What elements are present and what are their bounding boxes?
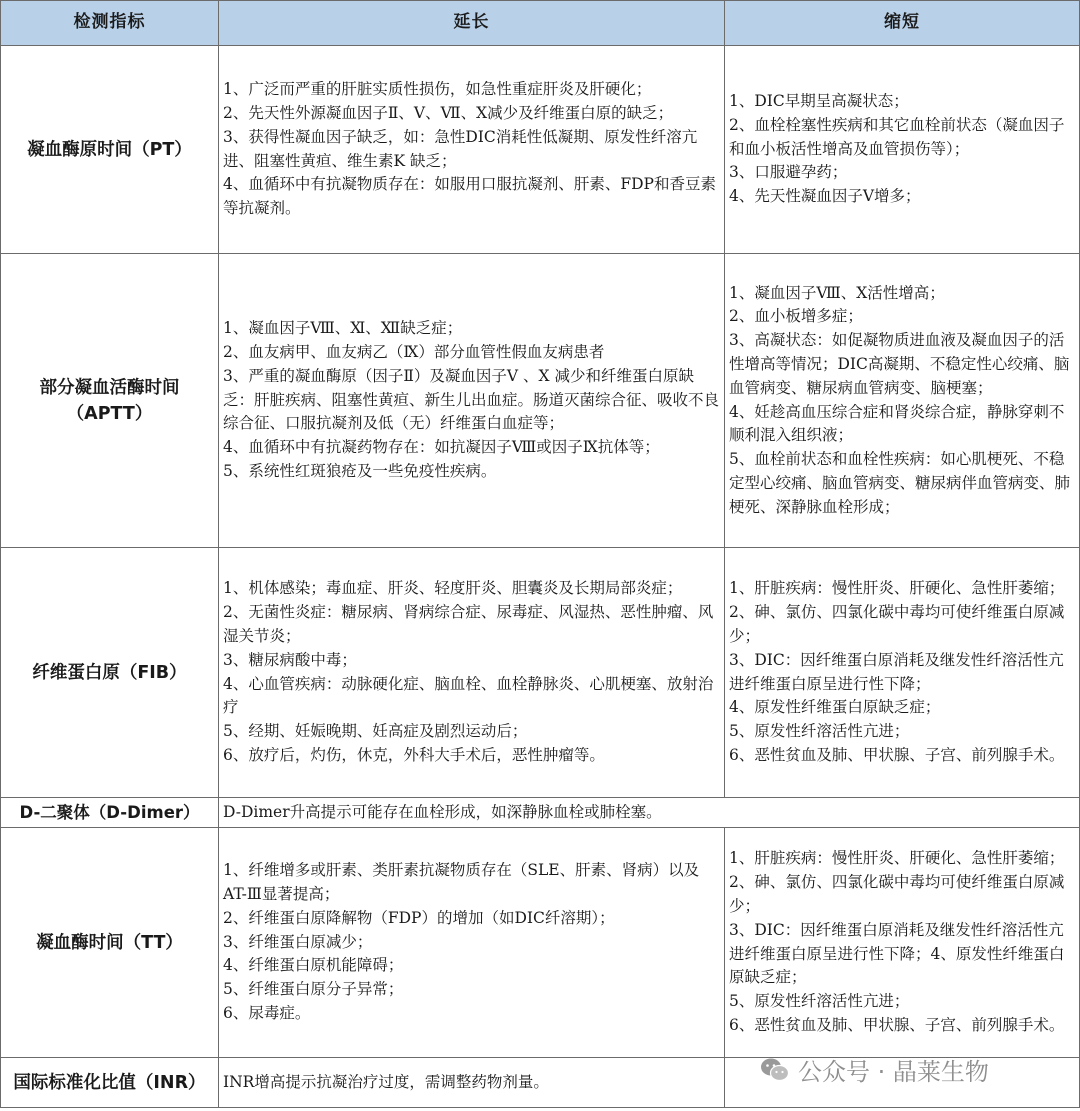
- list-item: 4、血循环中有抗凝药物存在：如抗凝因子Ⅷ或因子Ⅸ抗体等；: [223, 438, 660, 457]
- list-item: 6、放疗后，灼伤，休克，外科大手术后，恶性肿瘤等。: [223, 745, 605, 764]
- list-item: 5、纤维蛋白原分子异常；: [223, 980, 404, 999]
- list-item: 4、血循环中有抗凝物质存在：如服用口服抗凝剂、肝素、FDP和香豆素等抗凝剂。: [223, 175, 716, 218]
- list-item: 2、砷、氯仿、四氯化碳中毒均可使纤维蛋白原减少；: [729, 873, 1065, 915]
- list-item: 1、肝脏疾病：慢性肝炎、肝硬化、急性肝萎缩；: [729, 849, 1065, 868]
- table-row: [1, 828, 1080, 1058]
- list-item: 2、血友病甲、血友病乙（Ⅸ）部分血管性假血友病患者: [223, 343, 605, 361]
- list-item: 3、口服避孕药；: [729, 163, 848, 182]
- list-item: 2、纤维蛋白原降解物（FDP）的增加（如DIC纤溶期）；: [223, 908, 615, 927]
- list-item: 3、高凝状态：如促凝物质进血液及凝血因子的活性增高等情况；DIC高凝期、不稳定性心绞痛、脑血管病变、糖尿病血管病变、脑梗塞；: [729, 331, 1070, 397]
- list-item: 1、凝血因子Ⅷ、Ⅺ、Ⅻ缺乏症；: [223, 319, 463, 338]
- watermark-text: 公众号 · 晶莱生物: [798, 1058, 989, 1086]
- list-item: 6、恶性贫血及肺、甲状腺、子宫、前列腺手术。: [729, 745, 1065, 764]
- list-item: 3、严重的凝血酶原（因子Ⅱ）及凝血因子Ⅴ 、Ⅹ 减少和纤维蛋白原缺乏：肝脏疾病、阻塞性黄疸、新生儿出血症。肠道灭菌综合征、吸收不良综合征、口服抗凝剂及低（无）纤维蛋白血症等；: [223, 366, 720, 433]
- list-item: 5、系统性红斑狼疮及一些免疫性疾病。: [223, 461, 497, 480]
- list-item: 3、获得性凝血因子缺乏，如：急性DIC消耗性低凝期、原发性纤溶亢进、阻塞性黄疸、维生素K 缺乏；: [223, 127, 698, 170]
- shortened-cell: [725, 548, 1080, 798]
- list-item: 2、无菌性炎症：糖尿病、肾病综合症、尿毒症、风湿热、恶性肿瘤、风湿关节炎；: [223, 603, 714, 645]
- list-item: 1、肝脏疾病：慢性肝炎、肝硬化、急性肝萎缩；: [729, 579, 1065, 598]
- list-item: 1、机体感染；毒血症、肝炎、轻度肝炎、胆囊炎及长期局部炎症；: [223, 579, 683, 598]
- list-item: 3、糖尿病酸中毒；: [223, 650, 357, 669]
- watermark: [760, 1052, 989, 1087]
- list-item: 5、原发性纤溶活性亢进；: [729, 992, 910, 1011]
- prolonged-cell: [219, 828, 725, 1058]
- list-item: 3、DIC：因纤维蛋白原消耗及继发性纤溶活性亢进纤维蛋白原呈进行性下降；4、原发性纤维蛋白原缺乏症；: [729, 920, 1065, 987]
- list-item: 2、血小板增多症；: [729, 307, 863, 326]
- list-item: 6、恶性贫血及肺、甲状腺、子宫、前列腺手术。: [729, 1015, 1065, 1034]
- list-item: 1、凝血因子Ⅷ、Ⅹ活性增高；: [729, 283, 945, 302]
- list-item: 2、血栓栓塞性疾病和其它血栓前状态（凝血因子和血小板活性增高及血管损伤等）；: [729, 115, 1065, 158]
- merged-cell: D-Dimer升高提示可能存在血栓形成，如深静脉血栓或肺栓塞。: [219, 798, 1080, 828]
- list-item: 4、原发性纤维蛋白原缺乏症；: [729, 698, 941, 717]
- list-item: 4、妊趁高血压综合症和肾炎综合症，静脉穿刺不顺利混入组织液；: [729, 402, 1065, 445]
- header-prolonged: 延长: [219, 1, 725, 46]
- indicator-name: D-二聚体（D-Dimer）: [1, 798, 219, 828]
- prolonged-cell: [219, 254, 725, 548]
- prolonged-cell: INR增高提示抗凝治疗过度，需调整药物剂量。: [219, 1058, 725, 1108]
- prolonged-cell: [219, 548, 725, 798]
- list-item: 6、尿毒症。: [223, 1003, 311, 1022]
- list-item: 5、经期、妊娠晚期、妊高症及剧烈运动后；: [223, 722, 528, 741]
- list-item: 4、纤维蛋白原机能障碍；: [223, 956, 404, 975]
- list-item: 2、砷、氯仿、四氯化碳中毒均可使纤维蛋白原减少；: [729, 603, 1065, 645]
- indicator-name: 凝血酶原时间（PT）: [1, 46, 219, 254]
- list-item: 1、广泛而严重的肝脏实质性损伤，如急性重症肝炎及肝硬化；: [223, 80, 652, 99]
- header-row: [1, 1, 1080, 46]
- list-item: 5、血栓前状态和血栓性疾病：如心肌梗死、不稳定型心绞痛、脑血管病变、糖尿病伴血管病变、肺梗死、深静脉血栓形成；: [729, 450, 1071, 516]
- list-item: 4、心血管疾病：动脉硬化症、脑血栓、血栓静脉炎、心肌梗塞、放射治疗: [223, 674, 714, 717]
- list-item: 2、先天性外源凝血因子Ⅱ、Ⅴ、Ⅶ、Ⅹ减少及纤维蛋白原的缺乏；: [223, 103, 674, 122]
- list-item: 1、DIC早期呈高凝状态；: [729, 92, 909, 110]
- list-item: 5、原发性纤溶活性亢进；: [729, 722, 910, 741]
- indicator-name: 凝血酶时间（TT）: [1, 828, 219, 1058]
- shortened-cell: [725, 254, 1080, 548]
- indicator-name: 部分凝血活酶时间（APTT）: [1, 254, 219, 548]
- list-item: 3、纤维蛋白原减少；: [223, 932, 373, 951]
- table-row: [1, 254, 1080, 548]
- indicator-name: 纤维蛋白原（FIB）: [1, 548, 219, 798]
- header-shortened: 缩短: [725, 1, 1080, 46]
- table-row: [1, 548, 1080, 798]
- indicator-name: 国际标准化比值（INR）: [1, 1058, 219, 1108]
- shortened-cell: [725, 46, 1080, 254]
- header-indicator: 检测指标: [1, 1, 219, 46]
- prolonged-cell: [219, 46, 725, 254]
- list-item: 4、先天性凝血因子V增多；: [729, 187, 921, 206]
- shortened-cell: [725, 828, 1080, 1058]
- wechat-icon: [760, 1057, 790, 1083]
- table-row: [1, 46, 1080, 254]
- list-item: 3、DIC：因纤维蛋白原消耗及继发性纤溶活性亢进纤维蛋白原呈进行性下降；: [729, 650, 1064, 693]
- list-item: 1、纤维增多或肝素、类肝素抗凝物质存在（SLE、肝素、肾病）以及AT-Ⅲ显著提高；: [223, 861, 700, 903]
- table-row: [1, 798, 1080, 828]
